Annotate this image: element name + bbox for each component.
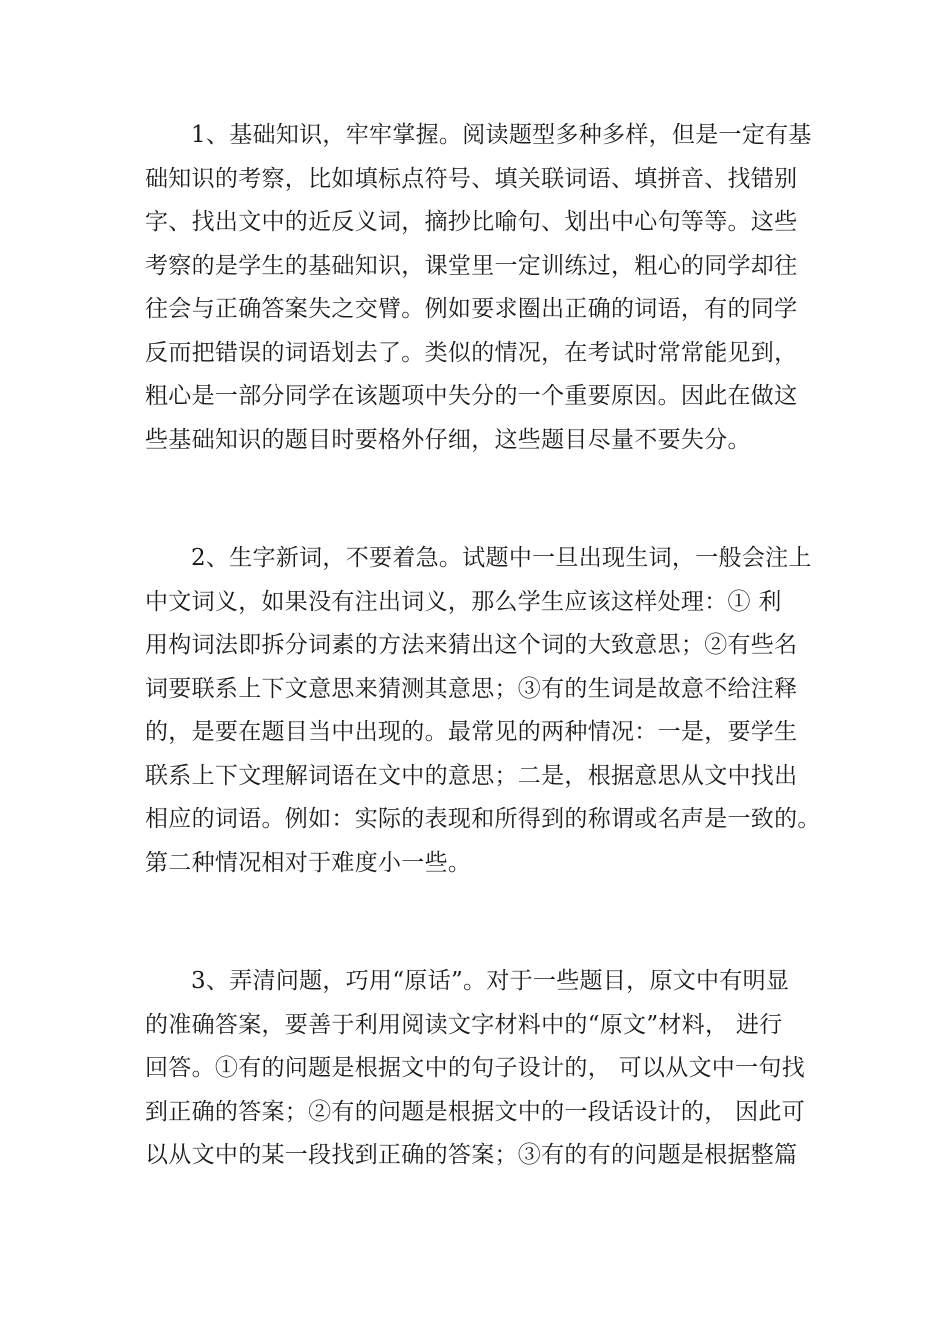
text-line: 用构词法即拆分词素的方法来猜出这个词的大致意思；②有些名: [145, 632, 798, 658]
text-line: 1、基础知识，牢牢掌握。阅读题型多种多样，但是一定有基: [191, 122, 812, 148]
text-line: 些基础知识的题目时要格外仔细，这些题目尽量不要失分。: [145, 426, 751, 453]
text-line: 2、生字新词，不要着急。试题中一旦出现生词，一般会注上: [191, 545, 812, 571]
text-line: 往会与正确答案失之交臂。例如要求圈出正确的词语，有的同学: [145, 296, 798, 322]
text-line: 的，是要在题目当中出现的。最常见的两种情况：一是，要学生: [145, 719, 798, 745]
text-line: 第二种情况相对于难度小一些。: [145, 849, 472, 876]
text-line: 反而把错误的词语划去了。类似的情况，在考试时常常能见到，: [145, 339, 798, 366]
text-line: 础知识的考察，比如填标点符号、填关联词语、填拼音、找错别: [145, 165, 798, 192]
text-line: 联系上下文理解词语在文中的意思；二是，根据意思从文中找出: [145, 762, 798, 789]
text-line: 以从文中的某一段找到正确的答案；③有的有的问题是根据整篇: [145, 1142, 798, 1168]
text-line: 中文词义，如果没有注出词义，那么学生应该这样处理：① 利: [145, 588, 782, 615]
text-line: 粗心是一部分同学在该题项中失分的一个重要原因。因此在做这: [145, 383, 798, 409]
text-line: 回答。①有的问题是根据文中的句子设计的， 可以从文中一句找: [145, 1055, 806, 1081]
paragraph-original-text: [145, 960, 810, 1178]
paragraph-basic-knowledge: [145, 114, 810, 462]
text-line: 到正确的答案；②有的问题是根据文中的一段话设计的， 因此可: [145, 1098, 806, 1125]
text-line: 相应的词语。例如：实际的表现和所得到的称谓或名声是一致的。: [145, 806, 821, 832]
text-line: 考察的是学生的基础知识，课堂里一定训练过，粗心的同学却往: [145, 252, 798, 279]
text-line: 词要联系上下文意思来猜测其意思；③有的生词是故意不给注释: [145, 675, 798, 702]
text-line: 的准确答案，要善于利用阅读文字材料中的“原文”材料， 进行: [145, 1011, 783, 1038]
text-line: 3、弄清问题，巧用“原话”。对于一些题目，原文中有明显: [191, 968, 790, 994]
text-line: 字、找出文中的近反义词，摘抄比喻句、划出中心句等等。这些: [145, 209, 798, 235]
paragraph-new-words: [145, 537, 821, 885]
